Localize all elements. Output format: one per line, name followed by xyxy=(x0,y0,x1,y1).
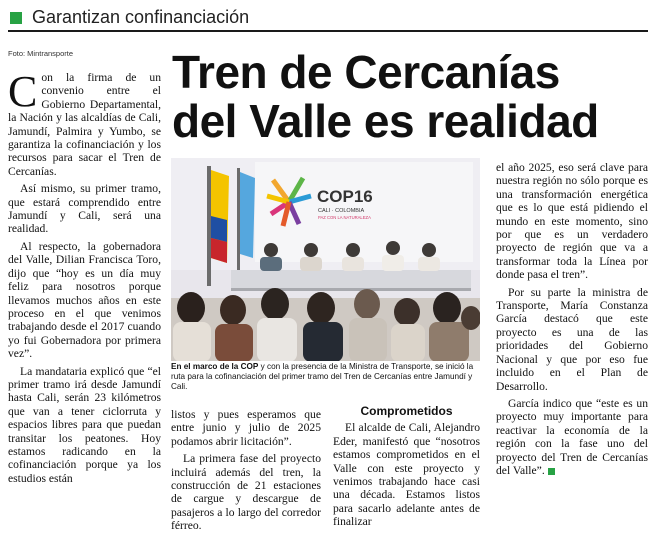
headline xyxy=(172,48,648,146)
paragraph: listos y pues esperamos que entre junio y julio de 2025 podamos abrir licitación”. xyxy=(171,408,321,448)
paragraph: Al respecto, la gobernadora del Valle, Dilian Francisca Toro, dijo que “hoy es un día muy feliz para nosotros porque llevamos muchos años en este proceso en el que venimos trabajando desde el 2017 cuando yo fui Gobernadora por primera vez”. xyxy=(8,239,161,361)
column-3 xyxy=(333,405,480,533)
caption-lead: En el marco de la COP xyxy=(171,362,259,371)
paragraph xyxy=(496,397,648,477)
photo-illustration xyxy=(171,158,480,361)
article-photo xyxy=(171,158,480,361)
paragraph: Por su parte la ministra de Transporte, María Constanza García destacó que este proyecto es una de las prioridades del Gobierno Nacional y que por eso fue incluido en el Plan de Desarrollo. xyxy=(496,285,648,393)
paragraph: El alcalde de Cali, Alejandro Eder, manifestó que “nosotros estamos comprometidos en el Valle con este proyecto y venimos trabajando hace casi una década. Estamos listos para sacarlo adelante antes de finalizar xyxy=(333,421,480,529)
section-marker xyxy=(10,12,22,24)
caption-text: y con la presencia de la Ministra de Transporte, se inició la ruta para la cofinanciación del primer tramo del Tren de Cercanías entre Jamundí y Cali. xyxy=(171,362,474,391)
paragraph xyxy=(8,67,161,178)
column-2 xyxy=(171,408,321,537)
paragraph: Así mismo, su primer tramo, que estará comprendido entre Jamundí y Cali, será una realidad. xyxy=(8,182,161,236)
banner-title: COP16 xyxy=(317,187,373,206)
paragraph: La mandataria explicó que “el primer tramo irá desde Jamundí hasta Cali, serán 23 kilómetros que van a tener ciclorruta y espacios libres para que puedan transitar los peatones. Hoy estamos radicando en la cofinanciación porque ya los estudios están xyxy=(8,364,161,485)
photo-credit: Foto: Mintransporte xyxy=(8,49,74,58)
paragraph-text: La primera fase del proyecto incluirá además del tren, la construcción de 21 estaciones de cargue y descargue de pasajeros a lo largo del corredor férreo. xyxy=(171,452,321,533)
subheading: Comprometidos xyxy=(360,404,453,418)
paragraph xyxy=(171,452,321,532)
paragraph-text: on la firma de un convenio entre el Gobierno Departamental, la Nación y las alcaldías de Cali, Jamundí, Palmira y Yumbo, se garantiza la cofinanciación y los recursos para sacar el Tren de Cercanías. xyxy=(8,71,161,178)
dropcap: C xyxy=(8,67,38,116)
section-title: Garantizan confinanciación xyxy=(32,7,250,27)
headline-line-2: del Valle es realidad xyxy=(172,95,599,147)
section-header xyxy=(8,6,648,32)
banner-subtitle: CALI · COLOMBIA xyxy=(318,208,365,214)
column-1 xyxy=(8,67,161,489)
banner-tag: PAZ CON LA NATURALEZA xyxy=(318,215,371,220)
paragraph-text: García indico que “este es un proyecto muy importante para reactivar la economía de la región con la fase uno del proyecto del Tren de Cercanías del Valle”. xyxy=(496,396,648,477)
headline-line-1: Tren de Cercanías xyxy=(172,46,560,98)
end-mark-icon xyxy=(548,468,555,475)
column-4 xyxy=(496,161,648,481)
photo-caption xyxy=(171,362,480,392)
paragraph: el año 2025, eso será clave para nuestra región no sólo porque es una transformación energética que es lo que está pidiendo el mundo en este momento, sino por que es un verdadero proyecto de región que va a transformar toda la Línea por donde pasa el tren”. xyxy=(496,161,648,282)
